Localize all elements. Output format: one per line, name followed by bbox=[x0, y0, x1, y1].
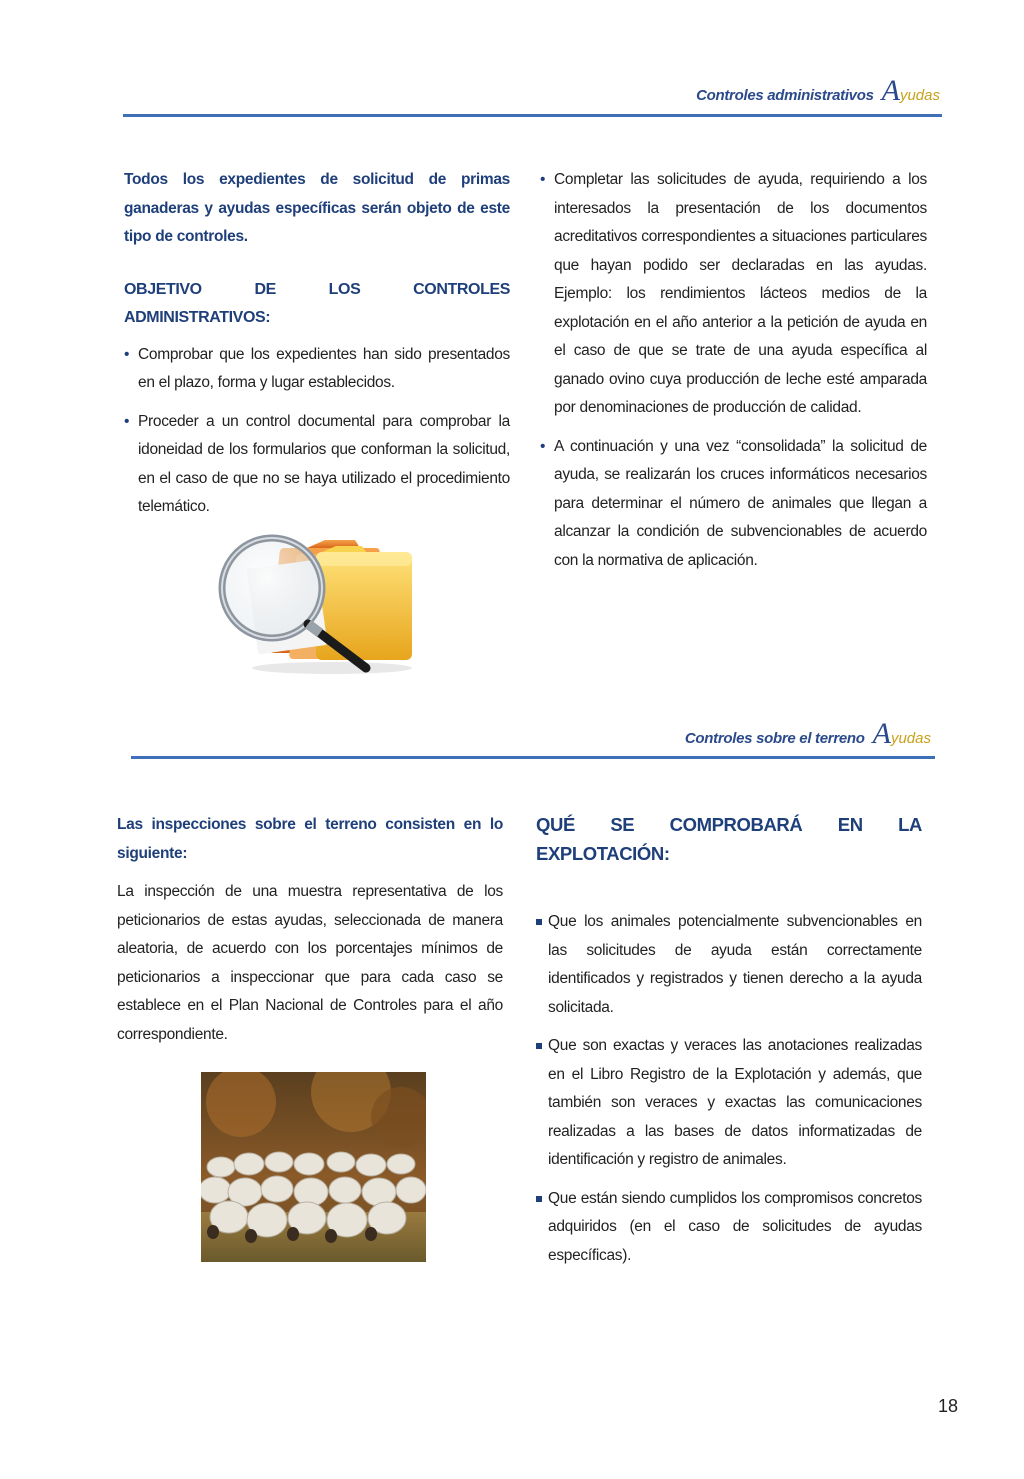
left-column-bottom bbox=[117, 811, 503, 1049]
explotacion-heading: QUÉ SE COMPROBARÁ EN LA EXPLOTACIÓN: bbox=[536, 814, 922, 864]
bullet-item: • A continuación y una vez “consolidada” la solicitud de ayuda, se realizarán los cruces informáticos necesarios para determinar el número de animales que llegan a alcanzar la condición de subvencionables de acuerdo con la normativa de aplicación. bbox=[540, 433, 927, 576]
inspections-intro: Las inspecciones sobre el terreno consisten en lo siguiente: bbox=[117, 816, 503, 862]
section-title: Controles administrativos bbox=[696, 87, 874, 104]
section-title-rest: yudas bbox=[890, 730, 931, 747]
objective-heading: OBJETIVO DE LOS CONTROLES ADMINISTRATIVOS: bbox=[124, 280, 510, 326]
section-title: Controles sobre el terreno bbox=[684, 730, 865, 747]
header-rule-middle bbox=[131, 756, 935, 759]
left-column-top bbox=[124, 166, 510, 522]
header-rule-top bbox=[123, 114, 942, 117]
inspections-body: La inspección de una muestra representativa de los peticionarios de estas ayudas, seleccionada de manera aleatoria, de acuerdo con los porcentajes mínimos de peticionarios a inspeccionar que para cada caso se establece en el Plan Nacional de Controles para el año correspondiente. bbox=[117, 883, 503, 1043]
bullet-item: • Proceder a un control documental para comprobar la idoneidad de los formularios que conforman la solicitud, en el caso de que no se haya utilizado el procedimiento telemático. bbox=[124, 408, 510, 522]
intro-paragraph: Todos los expedientes de solicitud de primas ganaderas y ayudas específicas serán objeto de este tipo de controles. bbox=[124, 171, 510, 245]
section-title-rest: yudas bbox=[899, 87, 940, 104]
folders-with-magnifier-image bbox=[212, 530, 414, 680]
section-title-initial: A bbox=[872, 717, 891, 750]
sheep-flock-image bbox=[201, 1072, 426, 1262]
bullet-item: • Completar las solicitudes de ayuda, requiriendo a los interesados la presentación de los documentos acreditativos correspondientes a situaciones particulares que hayan podido ser declaradas en las ayudas. Ejemplo: los rendimientos lácteos medios de la explotación en el año anterior a la petición de ayuda en el caso de que se trate de una ayuda específica al ganado ovino cuya producción de leche esté amparada por denominaciones de producción de calidad. bbox=[540, 166, 927, 423]
bullet-item: Que son exactas y veraces las anotaciones realizadas en el Libro Registro de la Explotación y además, que también son veraces y exactas las comunicaciones realizadas a las bases de datos informatizadas de identificación y registro de animales. bbox=[536, 1032, 922, 1175]
section-header-administrativos bbox=[696, 74, 940, 108]
section-title-initial: A bbox=[881, 74, 900, 107]
bullet-item: Que están siendo cumplidos los compromisos concretos adquiridos (en el caso de solicitudes de ayudas específicas). bbox=[536, 1185, 922, 1271]
right-column-top bbox=[540, 166, 927, 575]
right-column-bottom bbox=[536, 811, 922, 1270]
bullet-item: Que los animales potencialmente subvencionables en las solicitudes de ayuda están correctamente identificados y registrados y tienen derecho a la ayuda solicitada. bbox=[536, 908, 922, 1022]
page-number: 18 bbox=[937, 1396, 958, 1416]
bullet-item: • Comprobar que los expedientes han sido presentados en el plazo, forma y lugar establecidos. bbox=[124, 341, 510, 398]
section-header-terreno bbox=[685, 717, 931, 751]
